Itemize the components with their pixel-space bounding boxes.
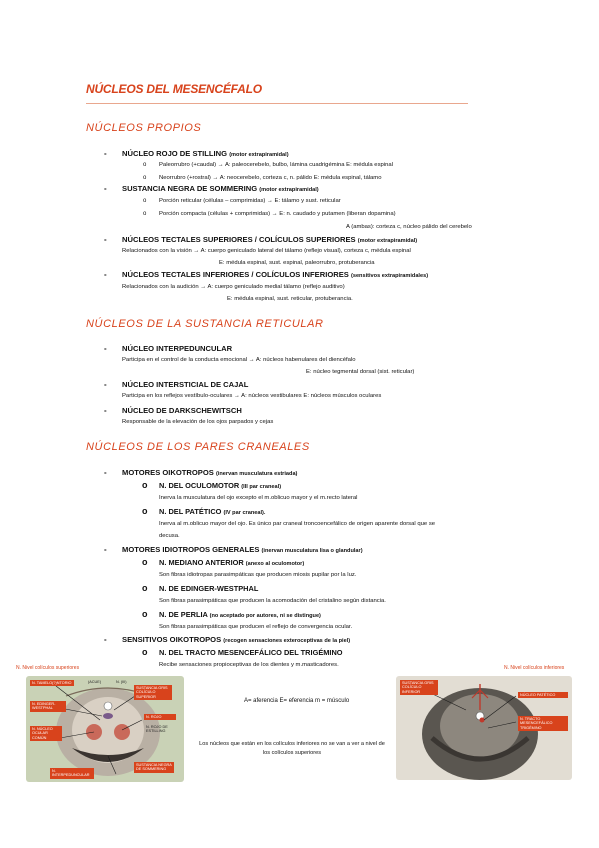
section-heading-reticular: NÚCLEOS DE LA SUSTANCIA RETICULAR	[86, 318, 324, 330]
sub-item-text: Neorrubro (+rostral) → A: neocerebelo, corteza c, n. pálido E: médula espinal, tálamo	[159, 175, 382, 181]
figure-right-coliculos-inferiores	[396, 676, 572, 780]
item-tag: (inervan musculatura estriada)	[215, 471, 298, 477]
item-tag: (III par craneal)	[241, 484, 282, 490]
bullet-dash: -	[104, 545, 107, 554]
item-title: N. MEDIANO ANTERIOR	[159, 558, 244, 567]
figure-label: N. (III)	[116, 680, 127, 684]
item-text: Recibe sensaciones propioceptivas de los dientes y m.masticadores.	[159, 662, 339, 668]
figure-left-coliculos-superiores	[26, 676, 184, 782]
item-title: N. DEL OCULOMOTOR	[159, 481, 240, 490]
item-text: Inerva al m.oblicuo mayor del ojo. Es único par craneal troncoencefálico de origen aparente dorsal que se	[159, 521, 436, 527]
figure-label: (ACUE)	[88, 680, 102, 684]
figure-caption-left: N. Nivel colículos superiores	[16, 665, 80, 671]
item-tag: (motor extrapiramidal)	[259, 187, 319, 193]
sub-item-trigemino: N. DEL TRACTO MESENCEFÁLICO DEL TRIGÉMINO	[159, 648, 343, 657]
list-item-coliculos-inferiores	[122, 270, 428, 279]
section-heading-propios: NÚCLEOS PROPIOS	[86, 122, 202, 134]
sub-item-text: A (ambas): corteza c, núcleo pálido del cerebelo	[346, 224, 472, 230]
item-title: MOTORES OIKOTROPOS	[122, 468, 214, 477]
figure-label: NÚCLEO PATÉTICO	[518, 692, 568, 698]
list-item-nucleo-rojo	[122, 149, 289, 158]
bullet-circle: o	[143, 162, 147, 168]
bullet-dash: -	[104, 380, 107, 389]
bullet-dash: -	[104, 149, 107, 158]
item-text: Relacionados con la visión → A: cuerpo geniculado lateral del tálamo (reflejo visual), corteza c, médula espinal	[122, 248, 411, 254]
item-tag: (sensitivos extrapiramidales)	[350, 273, 429, 279]
sub-item-text: Paleorrubro (+caudal) → A: paleocerebelo, bulbo, lámina cuadrigémina E: médula espinal	[159, 162, 393, 168]
item-text: Relacionados con la audición → A: cuerpo geniculado medial tálamo (reflejo auditivo)	[122, 284, 345, 290]
bullet-dash: -	[104, 184, 107, 193]
figure-label: N. INTERPEDUNCULAR	[50, 768, 94, 779]
item-title: MOTORES IDIOTROPOS GENERALES	[122, 545, 260, 554]
figure-note: Los núcleos que están en los colículos inferiores no se van a ver a nivel de los colículos superiores	[199, 741, 385, 756]
item-tag: (anexo al oculomotor)	[245, 561, 305, 567]
bullet-circle: o	[143, 211, 147, 217]
figure-label: SUSTANCIA GRIS COLÍCULO INFERIOR	[400, 680, 438, 695]
page-title: NÚCLEOS DEL MESENCÉFALO	[86, 82, 262, 96]
item-text: Participa en el control de la conducta emocional → A: núcleos habenulares del diencéfalo	[122, 357, 356, 363]
sub-item-patetico	[159, 507, 265, 516]
list-item-interpeduncular: NÚCLEO INTERPEDUNCULAR	[122, 344, 233, 353]
item-tag: (motor extrapiramidal)	[229, 152, 289, 158]
item-tag: (IV par craneal).	[223, 510, 266, 516]
sub-item-edinger-westphal: N. DE EDINGER-WESTPHAL	[159, 584, 259, 593]
figure-label: N. TAMELO(?)NTORIO	[30, 680, 74, 686]
bullet-dash: -	[104, 270, 107, 279]
item-text: Inerva la musculatura del ojo excepto el m.oblicuo mayor y el m.recto lateral	[159, 495, 358, 501]
item-tag: (motor extrapiramidal)	[357, 238, 418, 244]
abbreviation-legend: A= aferencia E= eferencia m = músculo	[244, 698, 350, 704]
list-item-motores-oikotropos	[122, 468, 297, 477]
list-item-motores-idiotropos	[122, 545, 363, 554]
item-tag: (inervan musculatura lisa o glandular)	[261, 548, 363, 554]
figure-label: N. ROJO DE ESTILLING	[146, 725, 168, 734]
title-divider	[86, 103, 468, 104]
item-text: Son fibras idiotropas parasimpáticas que producen miosis pupilar por la luz.	[159, 572, 357, 578]
bullet-dash: -	[104, 468, 107, 477]
item-title: NÚCLEOS TECTALES INFERIORES / COLÍCULOS INFERIORES	[122, 270, 349, 279]
figure-label: N. TRACTO MESENCEFÁLICO TRIGÉMINO	[518, 716, 568, 731]
figure-label: SUSTANCIA NEGRA DE SOMMERING	[134, 762, 174, 773]
bullet-dash: -	[104, 635, 107, 644]
item-title: SENSITIVOS OIKOTROPOS	[122, 635, 222, 644]
item-title: NÚCLEO ROJO DE STILLING	[122, 149, 228, 158]
item-title: SUSTANCIA NEGRA DE SOMMERING	[122, 184, 258, 193]
sub-item-mediano-anterior	[159, 558, 304, 567]
bullet-circle: o	[142, 480, 148, 490]
item-text: Son fibras parasimpáticas que producen el reflejo de convergencia ocular.	[159, 624, 353, 630]
figure-label: SUSTANCIA GRIS COLÍCULO SUPERIOR	[134, 685, 172, 700]
item-title: N. DE PERLIA	[159, 610, 208, 619]
item-text: E: núcleo tegmental dorsal (sist. reticular)	[306, 369, 415, 375]
figure-caption-right: N. Nivel colículos inferiores	[504, 665, 565, 671]
bullet-circle: o	[142, 557, 148, 567]
figure-label: N. EDINGER-WESTPHAL	[30, 701, 66, 712]
item-title: NÚCLEOS TECTALES SUPERIORES / COLÍCULOS SUPERIORES	[122, 235, 356, 244]
bullet-circle: o	[142, 506, 148, 516]
sub-item-oculomotor	[159, 481, 281, 490]
section-heading-pares: NÚCLEOS DE LOS PARES CRANEALES	[86, 441, 310, 453]
sub-item-text: Porción compacta (células + comprimidas) → E: n. caudado y putamen (liberan dopamina)	[159, 211, 396, 217]
sub-item-text: Porción reticular (células – comprimidas) → E: tálamo y sust. reticular	[159, 198, 341, 204]
bullet-circle: o	[142, 647, 148, 657]
item-tag: (recogen sensaciones exteroceptivas de la piel)	[223, 638, 351, 644]
sub-item-perlia	[159, 610, 321, 619]
list-item-cajal: NÚCLEO INTERSTICIAL DE CAJAL	[122, 380, 249, 389]
item-tag: (no aceptado por autores, ni se distingue)	[209, 613, 321, 619]
list-item-darkschewitsch: NÚCLEO DE DARKSCHEWITSCH	[122, 406, 242, 415]
bullet-circle: o	[142, 609, 148, 619]
list-item-sustancia-negra	[122, 184, 319, 193]
item-text: decusa.	[159, 533, 180, 539]
item-text: E: médula espinal, sust. reticular, protuberancia.	[227, 296, 353, 302]
bullet-dash: -	[104, 344, 107, 353]
item-title: N. DEL PATÉTICO	[159, 507, 222, 516]
figure-label: N. ROJO	[144, 714, 176, 720]
bullet-dash: -	[104, 235, 107, 244]
item-text: E: médula espinal, sust. espinal, paleorrubro, protuberancia	[219, 260, 375, 266]
item-text: Responsable de la elevación de los ojos parpados y cejas	[122, 419, 274, 425]
item-text: Son fibras parasimpáticas que producen la acomodación del cristalino según distancia.	[159, 598, 386, 604]
bullet-circle: o	[143, 198, 147, 204]
list-item-coliculos-superiores	[122, 235, 417, 244]
item-text: Participa en los reflejos vestíbulo-oculares → A: núcleos vestibulares E: núcleos músculos oculares	[122, 393, 382, 399]
figure-label: N. NÚCLEO OCULAR COMÚN	[30, 726, 62, 741]
bullet-circle: o	[143, 175, 147, 181]
list-item-sensitivos-oikotropos	[122, 635, 350, 644]
bullet-circle: o	[142, 583, 148, 593]
bullet-dash: -	[104, 406, 107, 415]
